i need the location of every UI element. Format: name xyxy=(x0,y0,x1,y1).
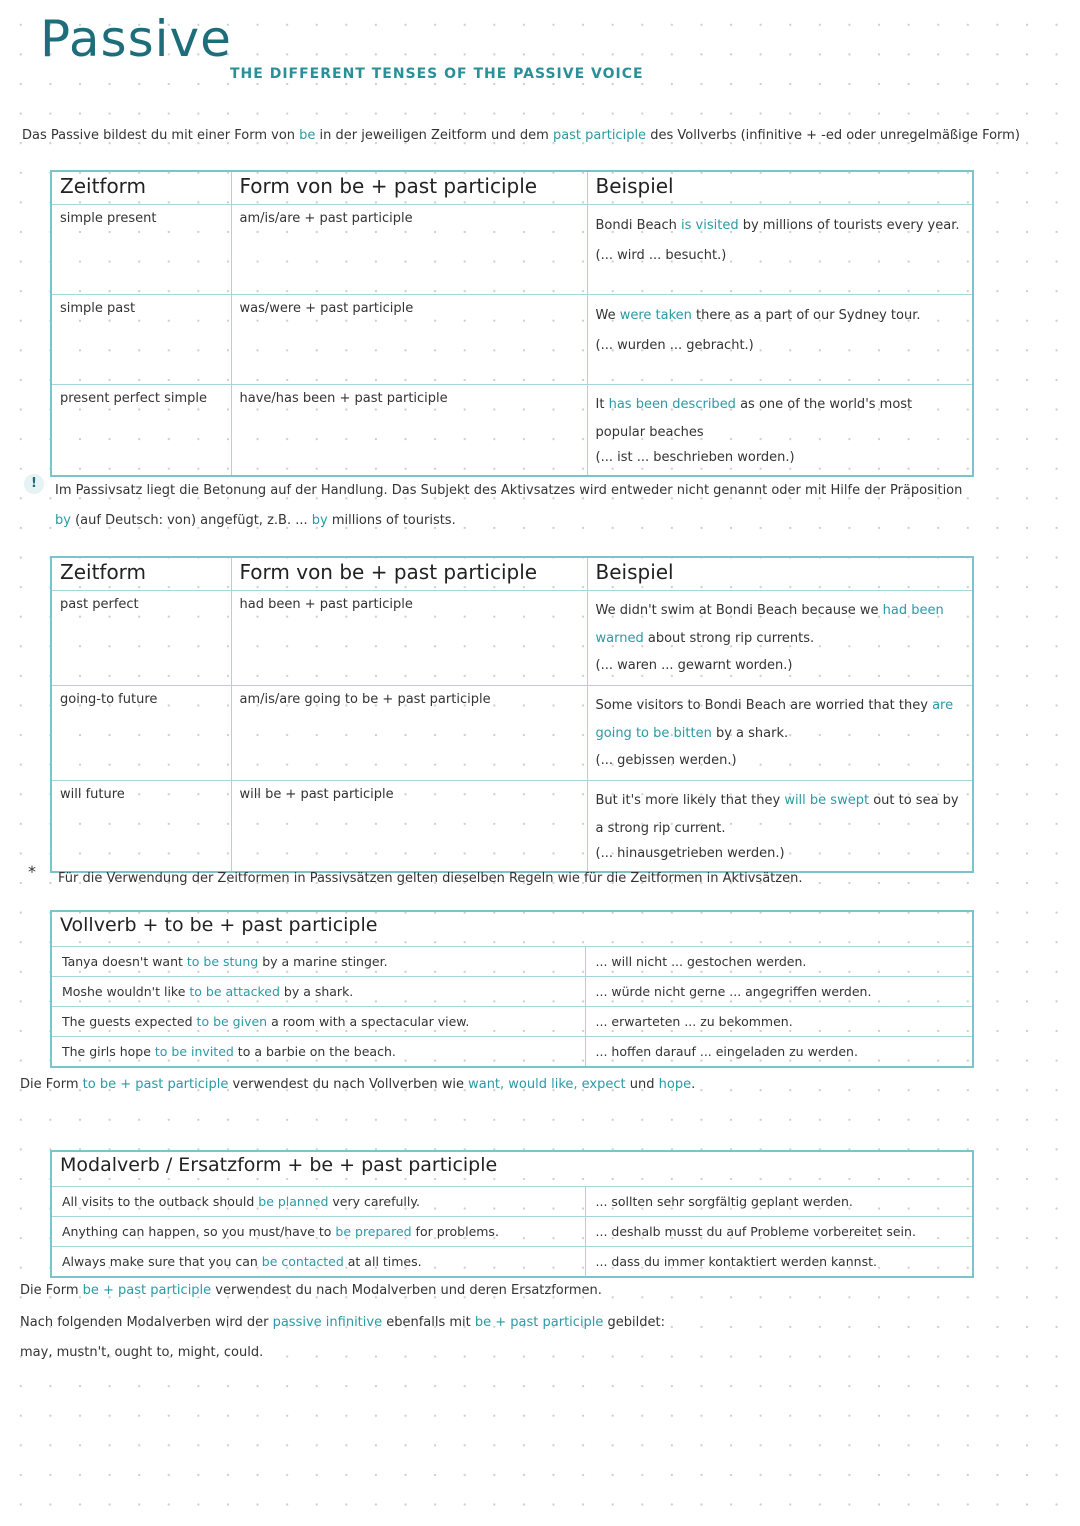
example-cell xyxy=(587,385,973,477)
translation-cell: ... sollten sehr sorgfältig geplant werden. xyxy=(585,1187,973,1217)
example-text: Bondi Beach xyxy=(595,218,682,233)
example-cell xyxy=(587,295,973,385)
vollverb-table xyxy=(50,910,974,1068)
example-text: by millions of tourists every year. xyxy=(738,218,960,233)
example-cell xyxy=(51,1037,585,1068)
translation-cell: ... will nicht ... gestochen werden. xyxy=(585,947,973,977)
translation: (... ist ... beschrieben worden.) xyxy=(595,450,795,465)
example-text: Anything can happen, so you must/have to xyxy=(62,1224,336,1239)
header-beispiel: Beispiel xyxy=(587,557,973,591)
tense-cell: will future xyxy=(51,781,231,873)
intro-part: Das Passive bildest du mit einer Form von xyxy=(22,128,300,143)
note-text: und xyxy=(625,1077,659,1092)
example-highlight: is visited xyxy=(681,218,739,233)
note-passive-infinitive xyxy=(20,1308,1020,1338)
example-text: It xyxy=(595,397,609,412)
page-subtitle: THE DIFFERENT TENSES OF THE PASSIVE VOICE xyxy=(230,66,644,82)
note-text: (auf Deutsch: von) angefügt, z.B. ... xyxy=(70,513,312,528)
tense-table-1 xyxy=(50,170,974,477)
translation: (... waren ... gewarnt worden.) xyxy=(595,658,793,673)
note-highlight: be + past participle xyxy=(474,1315,604,1330)
note-vollverben xyxy=(20,1070,1020,1100)
note-betonung xyxy=(55,476,975,536)
example-text: Moshe wouldn't like xyxy=(62,984,190,999)
intro-past-participle: past participle xyxy=(552,128,647,143)
example-cell xyxy=(587,781,973,873)
modal-list: may, mustn't, ought to, might, could. xyxy=(20,1345,264,1360)
page-title: Passive xyxy=(40,10,232,68)
example-cell xyxy=(51,977,585,1007)
example-highlight: to be invited xyxy=(154,1044,234,1059)
header-zeitform: Zeitform xyxy=(51,171,231,205)
form-cell: was/were + past participle xyxy=(231,295,587,385)
example-text: to a barbie on the beach. xyxy=(233,1044,396,1059)
example-highlight: had been warned xyxy=(595,603,944,646)
translation-cell: ... dass du immer kontaktiert werden kannst. xyxy=(585,1247,973,1278)
note-text: millions of tourists. xyxy=(327,513,456,528)
intro-be: be xyxy=(299,128,316,143)
example-text: there as a part of our Sydney tour. xyxy=(691,308,921,323)
example-highlight: are going to be bitten xyxy=(595,698,954,741)
note-text: . xyxy=(691,1077,696,1092)
intro-text xyxy=(22,126,1022,145)
tense-table-2 xyxy=(50,556,974,873)
note-zeitformen: Für die Verwendung der Zeitformen in Passivsätzen gelten dieselben Regeln wie für die Zeitformen in Aktivsätzen. xyxy=(58,871,803,886)
example-text: for problems. xyxy=(411,1224,499,1239)
form-cell: will be + past participle xyxy=(231,781,587,873)
tense-cell: simple present xyxy=(51,205,231,295)
header-beispiel: Beispiel xyxy=(587,171,973,205)
example-highlight: be planned xyxy=(258,1194,329,1209)
note-text: Im Passivsatz liegt die Betonung auf der Handlung. Das Subjekt des Aktivsatzes wird entweder nicht genannt oder mit Hilfe der Präposition xyxy=(55,483,963,498)
example-cell xyxy=(51,1007,585,1037)
example-text: All visits to the outback should xyxy=(62,1194,259,1209)
translation: (... wird ... besucht.) xyxy=(595,248,727,263)
example-cell xyxy=(51,1247,585,1278)
example-highlight: to be attacked xyxy=(189,984,280,999)
header-zeitform: Zeitform xyxy=(51,557,231,591)
note-text: Nach folgenden Modalverben wird der xyxy=(20,1315,273,1330)
example-text: very carefully. xyxy=(328,1194,420,1209)
translation: (... gebissen werden.) xyxy=(595,753,737,768)
example-text: But it's more likely that they xyxy=(595,793,785,808)
modalverb-table xyxy=(50,1150,974,1278)
translation-cell: ... würde nicht gerne ... angegriffen werden. xyxy=(585,977,973,1007)
note-text: gebildet: xyxy=(603,1315,666,1330)
example-text: We xyxy=(595,308,620,323)
example-text: by a shark. xyxy=(711,726,789,741)
example-highlight: to be given xyxy=(196,1014,268,1029)
exclamation-icon: ! xyxy=(24,474,44,494)
translation-cell: ... erwarteten ... zu bekommen. xyxy=(585,1007,973,1037)
form-cell: have/has been + past participle xyxy=(231,385,587,477)
translation: (... hinausgetrieben werden.) xyxy=(595,846,785,861)
example-text: out to sea by a strong rip current. xyxy=(595,793,959,836)
example-text: by a shark. xyxy=(279,984,354,999)
asterisk-icon: * xyxy=(28,862,36,881)
example-cell xyxy=(587,591,973,686)
example-highlight: be prepared xyxy=(335,1224,412,1239)
note-text: ebenfalls mit xyxy=(382,1315,475,1330)
example-text: at all times. xyxy=(343,1254,422,1269)
note-highlight: want, would like, expect xyxy=(468,1077,626,1092)
modalverb-header: Modalverb / Ersatzform + be + past participle xyxy=(51,1151,973,1187)
example-cell xyxy=(587,205,973,295)
example-text: a room with a spectacular view. xyxy=(267,1014,470,1029)
example-text: Some visitors to Bondi Beach are worried that they xyxy=(595,698,933,713)
vollverb-header: Vollverb + to be + past participle xyxy=(51,911,973,947)
translation-cell: ... hoffen darauf ... eingeladen zu werden. xyxy=(585,1037,973,1068)
example-text: Tanya doesn't want xyxy=(62,954,187,969)
note-highlight: hope xyxy=(658,1077,692,1092)
example-text: by a marine stinger. xyxy=(258,954,388,969)
example-text: as one of the world's most popular beaches xyxy=(595,397,913,440)
example-text: We didn't swim at Bondi Beach because we xyxy=(595,603,883,618)
intro-part: in der jeweiligen Zeitform und dem xyxy=(315,128,553,143)
note-modalverben xyxy=(20,1276,1020,1306)
form-cell: am/is/are going to be + past participle xyxy=(231,686,587,781)
example-text: The girls hope xyxy=(62,1044,155,1059)
tense-cell: present perfect simple xyxy=(51,385,231,477)
form-cell: am/is/are + past participle xyxy=(231,205,587,295)
example-highlight: to be stung xyxy=(186,954,259,969)
note-text: verwendest du nach Modalverben und deren Ersatzformen. xyxy=(211,1283,602,1298)
note-highlight: be + past participle xyxy=(82,1283,212,1298)
note-by: by xyxy=(311,513,328,528)
example-cell xyxy=(587,686,973,781)
note-highlight: passive infinitive xyxy=(272,1315,383,1330)
intro-part: des Vollverbs (infinitive + -ed oder unregelmäßige Form) xyxy=(646,128,1020,143)
tense-cell: simple past xyxy=(51,295,231,385)
note-by: by xyxy=(55,513,71,528)
example-text: The guests expected xyxy=(62,1014,197,1029)
translation-cell: ... deshalb musst du auf Probleme vorbereitet sein. xyxy=(585,1217,973,1247)
example-highlight: has been described xyxy=(608,397,736,412)
example-highlight: be contacted xyxy=(261,1254,344,1269)
header-form: Form von be + past participle xyxy=(231,557,587,591)
example-highlight: will be swept xyxy=(784,793,870,808)
header-form: Form von be + past participle xyxy=(231,171,587,205)
example-cell xyxy=(51,1187,585,1217)
note-highlight: to be + past participle xyxy=(82,1077,229,1092)
note-text: verwendest du nach Vollverben wie xyxy=(228,1077,469,1092)
example-text: Always make sure that you can xyxy=(62,1254,262,1269)
translation: (... wurden ... gebracht.) xyxy=(595,338,754,353)
note-text: Die Form xyxy=(20,1077,83,1092)
form-cell: had been + past participle xyxy=(231,591,587,686)
tense-cell: past perfect xyxy=(51,591,231,686)
example-cell xyxy=(51,947,585,977)
example-text: about strong rip currents. xyxy=(643,631,815,646)
example-highlight: were taken xyxy=(619,308,692,323)
note-text: Die Form xyxy=(20,1283,83,1298)
tense-cell: going-to future xyxy=(51,686,231,781)
example-cell xyxy=(51,1217,585,1247)
